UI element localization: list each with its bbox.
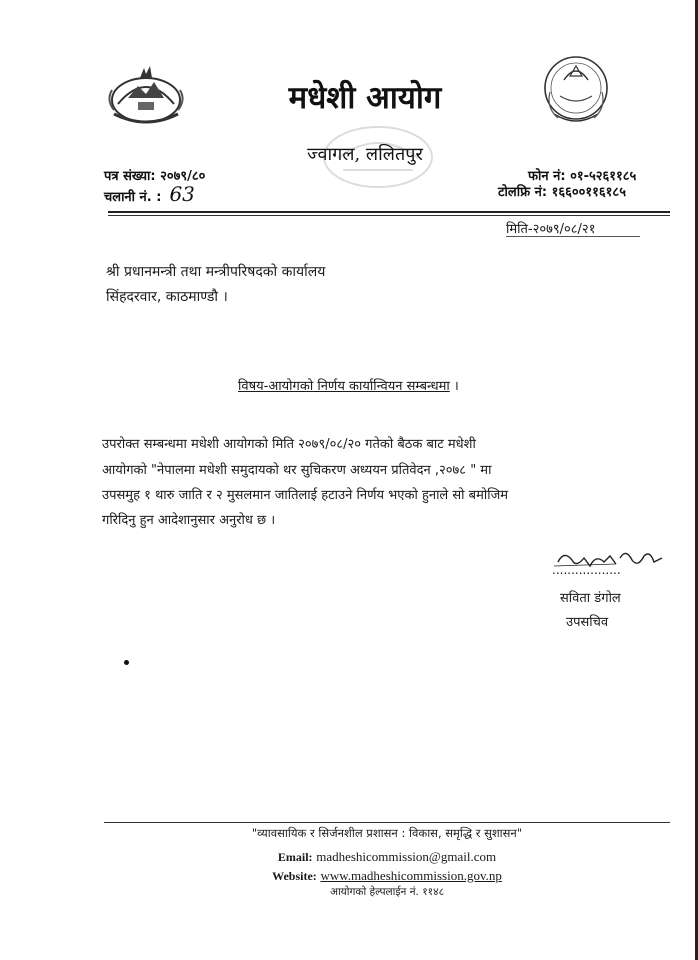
footer-motto: "व्यावसायिक र सिर्जनशील प्रशासन : विकास, समृद्धि र सुशासन"	[251, 826, 523, 840]
recipient-line-2: सिंहदरवार, काठमाण्डौ ।	[106, 289, 228, 305]
footer-helpline: आयोगको हेल्पलाईन नं. ११४८	[329, 886, 445, 898]
subject-text: विषय-आयोगको निर्णय कार्यान्वियन सम्बन्धमा	[238, 379, 450, 394]
website-label: Website:	[272, 869, 317, 883]
dispatch-row	[104, 182, 195, 206]
email-address[interactable]: madheshicommission@gmail.com	[316, 849, 497, 864]
phone-number: फोन नं: ०१-५२६११८५	[528, 169, 637, 184]
date-underline	[506, 236, 640, 237]
dispatch-number: 63	[169, 182, 195, 206]
header-divider	[108, 211, 670, 213]
header-divider-thin	[108, 215, 670, 216]
dispatch-label: चलानी नं. :	[104, 190, 162, 205]
subject-end: ।	[449, 379, 459, 394]
subject-line	[238, 376, 459, 394]
email-label: Email:	[277, 850, 313, 864]
organization-location: ज्वागल, ललितपुर	[307, 144, 423, 165]
body-line-3: उपसमुह १ थारु जाति र २ मुसलमान जातिलाई हटाउने निर्णय भएको हुनाले सो बमोजिम	[102, 488, 509, 503]
footer-divider	[104, 822, 670, 823]
recipient-line-1: श्री प्रधानमन्त्री तथा मन्त्रीपरिषदको कार्यालय	[106, 264, 326, 280]
signature-dots: ..................	[552, 563, 621, 577]
tollfree-number: टोलफ्रि नं: १६६००११६१८५	[498, 185, 626, 200]
footer-email-row	[104, 849, 670, 865]
reference-number: पत्र संख्या: २०७९/८०	[104, 169, 206, 184]
organization-title: मधेशी आयोग	[288, 80, 442, 116]
signer-name: सविता डंगोल	[560, 591, 621, 606]
body-line-4: गरिदिनु हुन आदेशानुसार अनुरोध छ ।	[102, 513, 276, 528]
office-stamp-icon	[318, 118, 438, 196]
body-line-1: उपरोक्त सम्बन्धमा मधेशी आयोगको मिति २०७९/०८/२० गतेको बैठक बाट मधेशी	[102, 437, 476, 452]
footer-website-row	[104, 868, 670, 884]
signer-designation: उपसचिव	[566, 615, 609, 630]
website-link[interactable]: www.madheshicommission.gov.np	[320, 868, 502, 883]
letter-date: मिति-२०७९/०८/२१	[506, 222, 596, 237]
body-line-2: आयोगको "नेपालमा मधेशी समुदायको थर सुचिकरण अध्ययन प्रतिवेदन ,२०७८ " मा	[102, 463, 492, 478]
commission-seal-icon	[540, 52, 612, 128]
nepal-emblem-icon	[104, 64, 188, 128]
scan-mark	[124, 660, 129, 665]
